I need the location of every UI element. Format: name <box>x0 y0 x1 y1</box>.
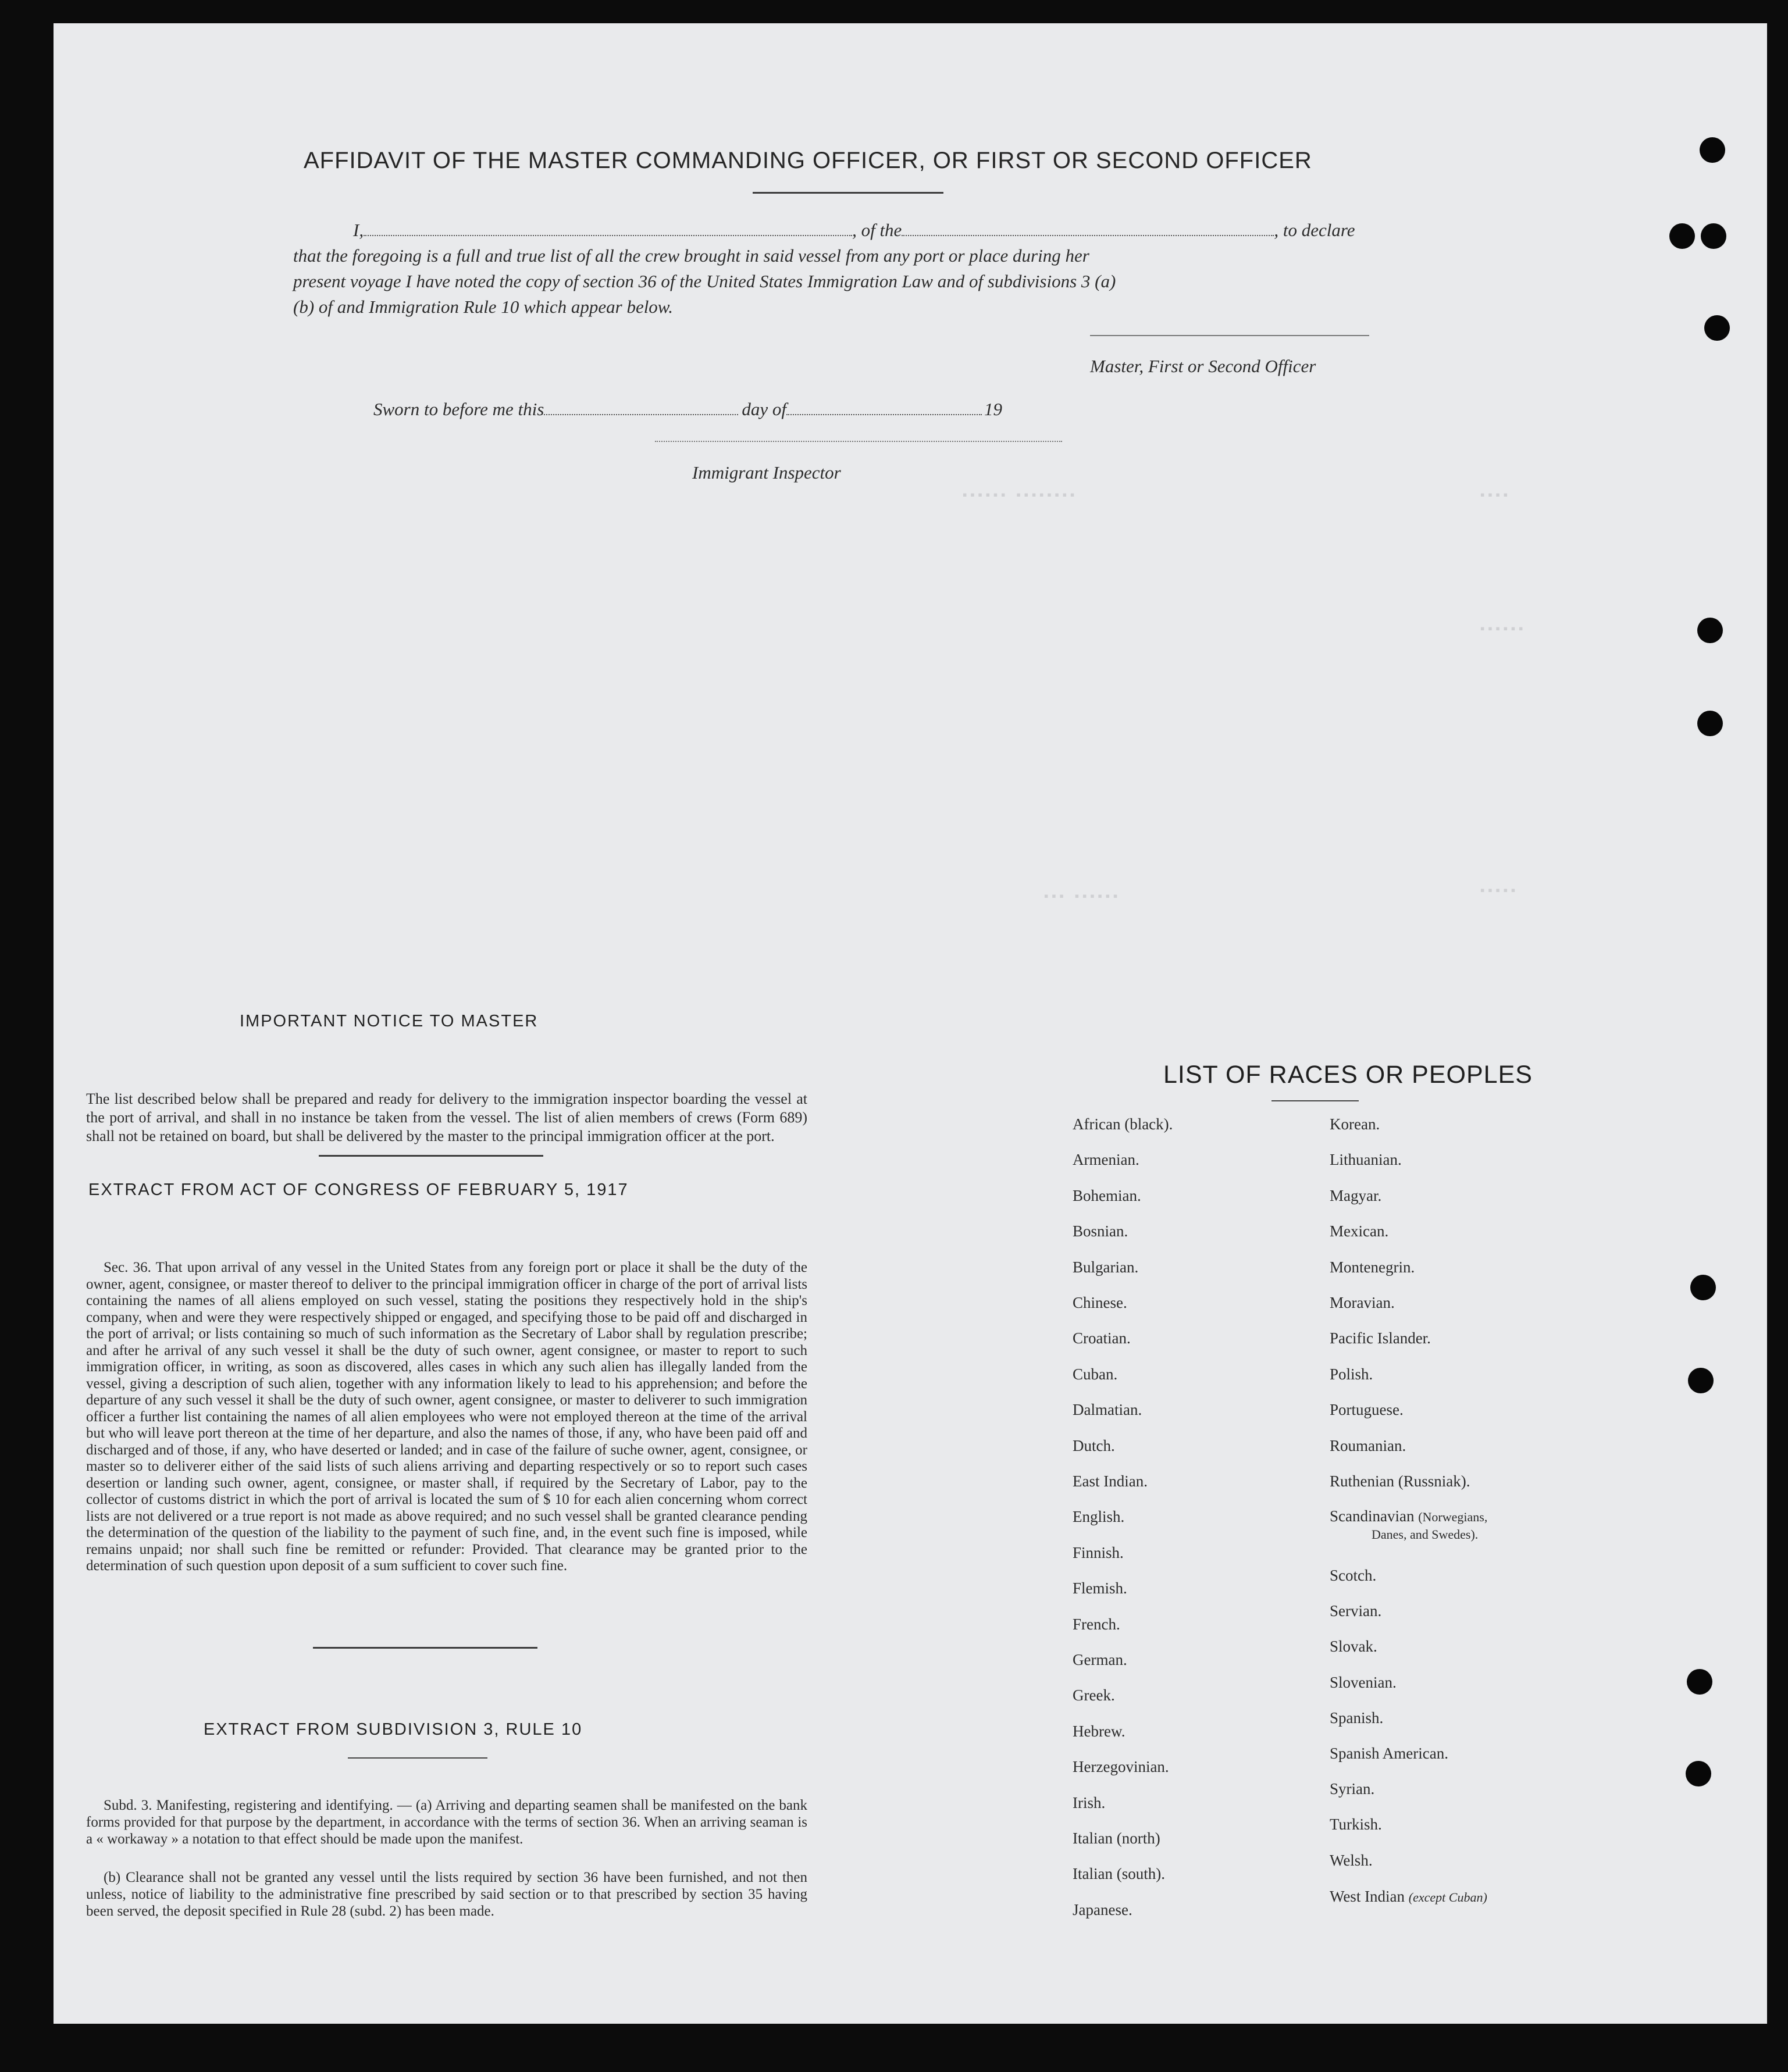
sworn-year: 19 <box>984 399 1002 419</box>
race-west-indian-note: (except Cuban) <box>1408 1890 1487 1905</box>
race-item: Armenian. <box>1073 1151 1139 1169</box>
race-item: African (black). <box>1073 1115 1173 1133</box>
race-scandinavian-note-1: (Norwegians, <box>1418 1510 1488 1524</box>
race-item: Portuguese. <box>1330 1401 1404 1419</box>
race-item: Mexican. <box>1330 1222 1389 1240</box>
race-item: Croatian. <box>1073 1329 1131 1347</box>
race-item: Magyar. <box>1330 1186 1382 1204</box>
punch-hole <box>1669 223 1695 249</box>
act-extract-text: Sec. 36. That upon arrival of any vessel in the United States from any foreign port or place it shall be the duty of the owner, agent, consignee, or master thereof to deliver to the principal immigration officer in charge of the port of arrival lists containing the names of all aliens employed on such vessel, stating the positions they respectively hold in the ship's company, when and were they were respectively shipped or engaged, and specifying those to be paid off and discharged in the port of arrival; or lists containing so much of such information as the Secretary of Labor shall by regulation prescribe; and after he arrival of any such vessel it shall be the duty of such owner, agent consignee, or master to report to such immigration officer, in writing, as soon as discovered, alles cases in which any such alien has illegally landed from the vessel, giving a description of such alien, together with any information likely to lead to his apprehension; and before the departure of any such vessel it shall be the duty of such owner, agent consignee, or master to deliverer to such immigration officer a further list containing the names of all alien employees who were not employed thereon at the time of the arrival but who will leave port thereon at the time of her departure, and also the names of those, if any, who have been paid off and discharged and of those, if any, who have deserted or landed; and in case of the failure of suche owner, agent, consignee, or master so to deliverer either of the said lists of such aliens arriving and departing respectively or so to report such cases desertion or landing such owner, agent, consignee, or master shall, if required by the Secretary of Labor, pay to the collector of customs district in which the port of arrival is located the sum of $ 10 for each alien concerning whom correct lists are not delivered or a true report is not made as above required; and no such vessel shall be granted clearance pending the determination of the question of the liability to the payment of such fine, and, in the event such fine is imposed, while remains unpaid; nor shall such fine be remitted or refunder: Provided. That clearance may be granted prior to the determination of such question upon deposit of a sum sufficient to cover such fine. <box>86 1260 807 1574</box>
sworn-line <box>373 399 1002 420</box>
race-item: Herzegovinian. <box>1073 1758 1169 1776</box>
race-item: Flemish. <box>1073 1579 1127 1597</box>
race-item: Lithuanian. <box>1330 1151 1402 1169</box>
punch-hole <box>1690 1275 1716 1300</box>
notice-title: IMPORTANT NOTICE TO MASTER <box>240 1012 539 1030</box>
affidavit-to-declare: , to declare <box>1274 220 1355 240</box>
race-scandinavian-label: Scandinavian <box>1330 1507 1415 1525</box>
vessel-blank <box>902 235 1274 236</box>
race-item: Polish. <box>1330 1365 1373 1383</box>
bleed-through-text: ▪▪▪▪ <box>1479 488 1509 503</box>
race-item: Syrian. <box>1330 1780 1375 1798</box>
races-divider <box>1271 1100 1359 1101</box>
race-item: Roumanian. <box>1330 1436 1406 1454</box>
race-item: Spanish American. <box>1330 1745 1448 1762</box>
signature-line <box>1090 335 1369 336</box>
bleed-through-text: ▪▪▪▪▪▪ <box>1479 622 1525 637</box>
rule-divider <box>348 1757 487 1759</box>
race-item: Pacific Islander. <box>1330 1329 1431 1347</box>
race-scandinavian <box>1330 1507 1487 1526</box>
race-item: German. <box>1073 1651 1127 1668</box>
race-item: Italian (south). <box>1073 1865 1165 1883</box>
race-item: Chinese. <box>1073 1294 1127 1311</box>
race-west-indian <box>1330 1888 1487 1906</box>
punch-hole <box>1700 137 1725 163</box>
race-item: Bosnian. <box>1073 1222 1128 1240</box>
race-item: East Indian. <box>1073 1472 1148 1490</box>
race-west-indian-label: West Indian <box>1330 1888 1405 1905</box>
race-item: Japanese. <box>1073 1900 1132 1918</box>
punch-hole <box>1686 1761 1711 1786</box>
punch-hole <box>1697 711 1723 736</box>
race-item: English. <box>1073 1508 1125 1526</box>
bleed-through-text: ▪▪▪ ▪▪▪▪▪▪ <box>1042 890 1120 904</box>
race-item: Italian (north) <box>1073 1830 1160 1847</box>
race-item: Slovak. <box>1330 1638 1377 1656</box>
race-item: Dutch. <box>1073 1436 1115 1454</box>
punch-hole <box>1701 223 1726 249</box>
notice-divider <box>319 1155 543 1157</box>
bleed-through-text: ▪▪▪▪▪ <box>1479 884 1518 898</box>
rule-extract-text-b: (b) Clearance shall not be granted any vessel until the lists required by section 36 have been furnished, and not then unless, notice of liability to the administrative fine prescribed by said section or to that prescribed by section 35 having been served, the deposit specified in Rule 28 (subd. 2) has been made. <box>86 1870 807 1919</box>
race-item: Greek. <box>1073 1686 1115 1704</box>
punch-hole <box>1688 1368 1714 1393</box>
race-item: Bulgarian. <box>1073 1258 1139 1276</box>
affidavit-title: AFFIDAVIT OF THE MASTER COMMANDING OFFICER, OR FIRST OR SECOND OFFICER <box>304 148 1312 173</box>
affidavit-line-2: that the foregoing is a full and true list of all the crew brought in said vessel from any port or place during her <box>293 245 1089 266</box>
race-item: Irish. <box>1073 1793 1106 1811</box>
race-item: Turkish. <box>1330 1816 1382 1834</box>
race-item: French. <box>1073 1615 1120 1633</box>
race-item: Finnish. <box>1073 1543 1124 1561</box>
punch-hole <box>1687 1669 1712 1695</box>
race-item: Welsh. <box>1330 1851 1373 1869</box>
sworn-prefix: Sworn to before me this <box>373 399 544 419</box>
name-blank <box>364 235 852 236</box>
affidavit-i: I, <box>353 220 364 240</box>
affidavit-line-1 <box>353 220 1355 241</box>
month-blank <box>786 414 982 415</box>
race-item: Cuban. <box>1073 1365 1118 1383</box>
affidavit-of-the: , of the <box>852 220 902 240</box>
inspector-caption: Immigrant Inspector <box>692 462 841 483</box>
race-item: Spanish. <box>1330 1709 1384 1727</box>
act-extract-title: EXTRACT FROM ACT OF CONGRESS OF FEBRUARY 5, 1917 <box>88 1181 629 1199</box>
signature-caption: Master, First or Second Officer <box>1090 356 1316 376</box>
punch-hole <box>1697 618 1723 643</box>
sworn-day-of: day of <box>742 399 786 419</box>
rule-extract-text-a: Subd. 3. Manifesting, registering and identifying. — (a) Arriving and departing seamen shall be manifested on the bank forms provided for that purpose by the department, in accordance with the terms of section 36. When an arriving seaman is a « workaway » a notation to that effect should be made upon the manifest. <box>86 1798 807 1847</box>
race-item: Servian. <box>1330 1602 1382 1620</box>
inspector-signature-line <box>655 441 1062 442</box>
race-item: Bohemian. <box>1073 1186 1141 1204</box>
race-item: Hebrew. <box>1073 1722 1125 1740</box>
day-blank <box>544 414 738 415</box>
race-item: Dalmatian. <box>1073 1401 1142 1419</box>
race-item: Korean. <box>1330 1115 1380 1133</box>
act-divider <box>313 1647 537 1649</box>
race-item: Ruthenian (Russniak). <box>1330 1472 1470 1490</box>
bleed-through-text: ▪▪▪▪▪▪ ▪▪▪▪▪▪▪▪ <box>961 488 1077 503</box>
race-item: Moravian. <box>1330 1294 1395 1311</box>
notice-text: The list described below shall be prepared and ready for delivery to the immigration inspector boarding the vessel at the port of arrival, and shall in no instance be taken from the vessel. The list of alien members of crews (Form 689) shall not be retained on board, but shall be delivered by the master to the principal immigration officer at the port. <box>86 1090 807 1144</box>
affidavit-line-3: present voyage I have noted the copy of section 36 of the United States Immigration Law and of subdivisions 3 (a) <box>293 271 1116 291</box>
title-divider <box>753 192 943 194</box>
document-page <box>54 23 1767 2024</box>
race-item: Slovenian. <box>1330 1673 1397 1691</box>
rule-extract-title: EXTRACT FROM SUBDIVISION 3, RULE 10 <box>204 1720 583 1739</box>
punch-hole <box>1704 315 1730 341</box>
race-item: Scotch. <box>1330 1567 1377 1584</box>
affidavit-line-4: (b) of and Immigration Rule 10 which appear below. <box>293 297 673 317</box>
races-title: LIST OF RACES OR PEOPLES <box>1163 1061 1533 1089</box>
race-item: Montenegrin. <box>1330 1258 1415 1276</box>
race-scandinavian-note-2: Danes, and Swedes). <box>1372 1527 1479 1542</box>
